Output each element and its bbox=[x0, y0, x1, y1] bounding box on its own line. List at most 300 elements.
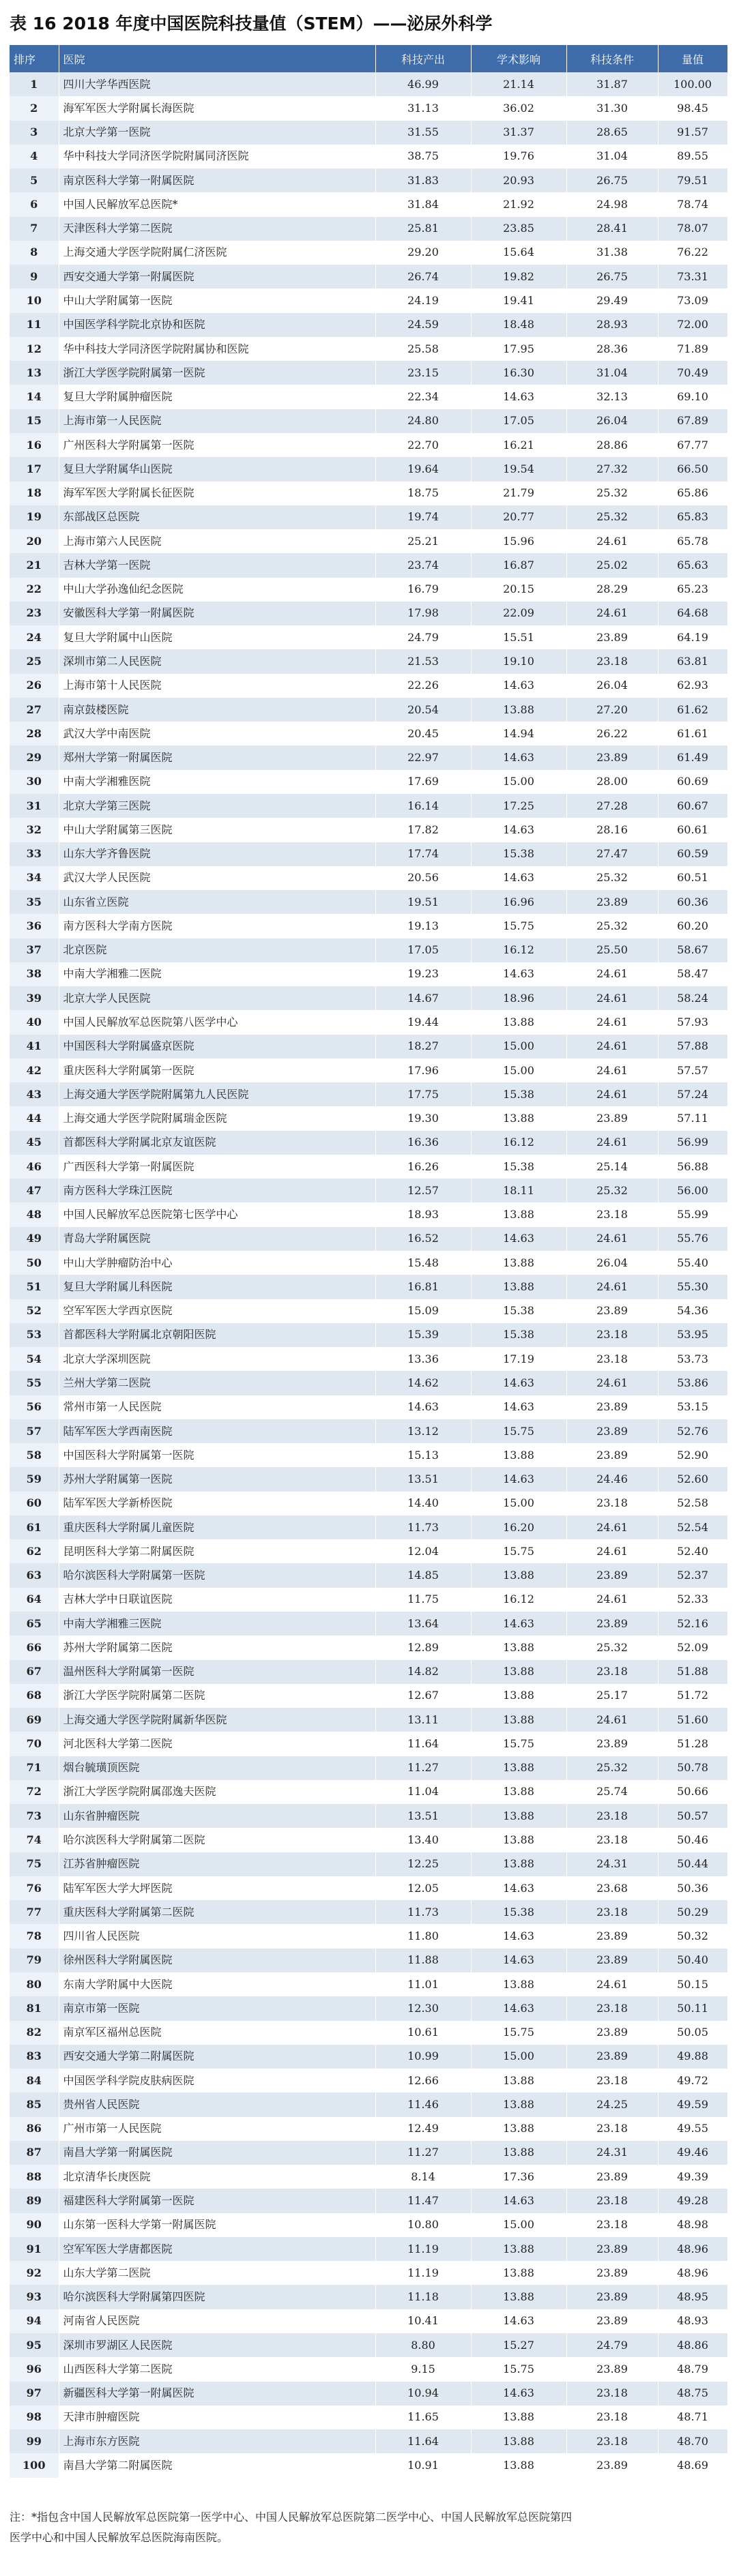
influence-cell: 20.77 bbox=[471, 505, 566, 529]
influence-cell: 14.63 bbox=[471, 1996, 566, 2020]
output-cell: 11.46 bbox=[375, 2092, 471, 2116]
rank-cell: 66 bbox=[10, 1635, 59, 1659]
table-row bbox=[10, 866, 727, 890]
rank-cell: 80 bbox=[10, 1972, 59, 1996]
rank-cell: 34 bbox=[10, 866, 59, 890]
table-row bbox=[10, 288, 727, 312]
output-cell: 10.41 bbox=[375, 2309, 471, 2333]
output-cell: 12.49 bbox=[375, 2117, 471, 2141]
hospital-cell: 海军军医大学附属长征医院 bbox=[59, 482, 375, 505]
output-cell: 31.13 bbox=[375, 96, 471, 120]
rank-cell: 95 bbox=[10, 2333, 59, 2357]
table-row bbox=[10, 2092, 727, 2116]
rank-cell: 10 bbox=[10, 288, 59, 312]
hospital-cell: 南京医科大学第一附属医院 bbox=[59, 168, 375, 192]
table-row bbox=[10, 529, 727, 553]
score-cell: 53.95 bbox=[658, 1323, 727, 1347]
conditions-cell: 23.18 bbox=[566, 2069, 658, 2092]
output-cell: 18.75 bbox=[375, 482, 471, 505]
score-cell: 48.96 bbox=[658, 2237, 727, 2261]
conditions-cell: 23.89 bbox=[566, 2021, 658, 2045]
output-cell: 29.20 bbox=[375, 241, 471, 265]
output-cell: 11.27 bbox=[375, 1756, 471, 1780]
influence-cell: 14.63 bbox=[471, 1612, 566, 1635]
conditions-cell: 31.04 bbox=[566, 145, 658, 168]
conditions-cell: 23.18 bbox=[566, 1804, 658, 1828]
conditions-cell: 24.61 bbox=[566, 1082, 658, 1106]
conditions-cell: 25.32 bbox=[566, 1756, 658, 1780]
hospital-cell: 苏州大学附属第二医院 bbox=[59, 1635, 375, 1659]
hospital-cell: 上海市第十人民医院 bbox=[59, 674, 375, 698]
table-row bbox=[10, 1202, 727, 1226]
score-cell: 48.79 bbox=[658, 2357, 727, 2381]
score-cell: 76.22 bbox=[658, 241, 727, 265]
score-cell: 67.89 bbox=[658, 409, 727, 433]
conditions-cell: 31.04 bbox=[566, 361, 658, 385]
table-row bbox=[10, 482, 727, 505]
conditions-cell: 24.61 bbox=[566, 529, 658, 553]
rank-cell: 8 bbox=[10, 241, 59, 265]
hospital-cell: 河北医科大学第二医院 bbox=[59, 1732, 375, 1756]
table-row bbox=[10, 505, 727, 529]
score-cell: 50.15 bbox=[658, 1972, 727, 1996]
hospital-cell: 哈尔滨医科大学附属第四医院 bbox=[59, 2285, 375, 2309]
score-cell: 60.59 bbox=[658, 842, 727, 866]
table-row bbox=[10, 1972, 727, 1996]
rank-cell: 31 bbox=[10, 794, 59, 818]
score-cell: 65.23 bbox=[658, 578, 727, 602]
conditions-cell: 25.32 bbox=[566, 1179, 658, 1202]
output-cell: 25.58 bbox=[375, 337, 471, 361]
table-row bbox=[10, 2357, 727, 2381]
influence-cell: 36.02 bbox=[471, 96, 566, 120]
conditions-cell: 28.16 bbox=[566, 818, 658, 842]
header-rank: 排序 bbox=[10, 45, 59, 72]
table-row bbox=[10, 2117, 727, 2141]
table-row bbox=[10, 337, 727, 361]
table-row bbox=[10, 457, 727, 481]
conditions-cell: 27.47 bbox=[566, 842, 658, 866]
footnote-line: 注：*指包含中国人民解放军总医院第一医学中心、中国人民解放军总医院第二医学中心、中国人民解放军总医院第四 bbox=[10, 2511, 573, 2523]
rank-cell: 93 bbox=[10, 2285, 59, 2309]
conditions-cell: 28.65 bbox=[566, 121, 658, 145]
score-cell: 56.00 bbox=[658, 1179, 727, 1202]
hospital-cell: 陆军军医大学新桥医院 bbox=[59, 1492, 375, 1515]
hospital-cell: 南昌大学第一附属医院 bbox=[59, 2141, 375, 2165]
influence-cell: 13.88 bbox=[471, 1804, 566, 1828]
hospital-cell: 浙江大学医学院附属第一医院 bbox=[59, 361, 375, 385]
influence-cell: 18.48 bbox=[471, 313, 566, 337]
hospital-cell: 北京大学深圳医院 bbox=[59, 1347, 375, 1371]
table-row bbox=[10, 313, 727, 337]
rank-cell: 25 bbox=[10, 649, 59, 673]
output-cell: 10.91 bbox=[375, 2453, 471, 2477]
output-cell: 11.64 bbox=[375, 1732, 471, 1756]
influence-cell: 15.00 bbox=[471, 1035, 566, 1058]
table-row bbox=[10, 1443, 727, 1467]
influence-cell: 13.88 bbox=[471, 1972, 566, 1996]
rank-cell: 48 bbox=[10, 1202, 59, 1226]
output-cell: 16.26 bbox=[375, 1155, 471, 1179]
rank-cell: 81 bbox=[10, 1996, 59, 2020]
hospital-cell: 山东省立医院 bbox=[59, 890, 375, 914]
rank-cell: 43 bbox=[10, 1082, 59, 1106]
output-cell: 8.80 bbox=[375, 2333, 471, 2357]
header-score: 量值 bbox=[658, 45, 727, 72]
influence-cell: 14.94 bbox=[471, 722, 566, 745]
conditions-cell: 24.79 bbox=[566, 2333, 658, 2357]
table-row bbox=[10, 192, 727, 216]
table-row bbox=[10, 1227, 727, 1251]
influence-cell: 13.88 bbox=[471, 1635, 566, 1659]
rank-cell: 55 bbox=[10, 1371, 59, 1395]
rank-cell: 70 bbox=[10, 1732, 59, 1756]
influence-cell: 14.63 bbox=[471, 674, 566, 698]
conditions-cell: 27.32 bbox=[566, 457, 658, 481]
influence-cell: 19.41 bbox=[471, 288, 566, 312]
influence-cell: 14.63 bbox=[471, 2309, 566, 2333]
table-row bbox=[10, 745, 727, 769]
output-cell: 12.05 bbox=[375, 1876, 471, 1900]
conditions-cell: 23.18 bbox=[566, 2117, 658, 2141]
rank-cell: 69 bbox=[10, 1708, 59, 1732]
hospital-cell: 中国医科大学附属盛京医院 bbox=[59, 1035, 375, 1058]
score-cell: 55.76 bbox=[658, 1227, 727, 1251]
conditions-cell: 28.36 bbox=[566, 337, 658, 361]
score-cell: 65.78 bbox=[658, 529, 727, 553]
score-cell: 52.60 bbox=[658, 1467, 727, 1491]
conditions-cell: 26.04 bbox=[566, 1251, 658, 1275]
score-cell: 48.71 bbox=[658, 2405, 727, 2429]
hospital-cell: 中南大学湘雅二医院 bbox=[59, 962, 375, 986]
influence-cell: 13.88 bbox=[471, 2141, 566, 2165]
score-cell: 65.83 bbox=[658, 505, 727, 529]
conditions-cell: 28.29 bbox=[566, 578, 658, 602]
influence-cell: 13.88 bbox=[471, 2285, 566, 2309]
hospital-cell: 重庆医科大学附属第二医院 bbox=[59, 1900, 375, 1924]
hospital-cell: 中国医科大学附属第一医院 bbox=[59, 1443, 375, 1467]
hospital-cell: 重庆医科大学附属第一医院 bbox=[59, 1058, 375, 1082]
output-cell: 8.14 bbox=[375, 2165, 471, 2189]
output-cell: 12.66 bbox=[375, 2069, 471, 2092]
conditions-cell: 24.61 bbox=[566, 1588, 658, 1612]
output-cell: 14.63 bbox=[375, 1395, 471, 1419]
table-row bbox=[10, 2213, 727, 2237]
hospital-cell: 北京大学第三医院 bbox=[59, 794, 375, 818]
conditions-cell: 23.18 bbox=[566, 2189, 658, 2212]
table-row bbox=[10, 2237, 727, 2261]
output-cell: 16.14 bbox=[375, 794, 471, 818]
conditions-cell: 25.14 bbox=[566, 1155, 658, 1179]
output-cell: 19.51 bbox=[375, 890, 471, 914]
table-row bbox=[10, 1179, 727, 1202]
score-cell: 51.72 bbox=[658, 1684, 727, 1708]
score-cell: 60.67 bbox=[658, 794, 727, 818]
table-row bbox=[10, 1612, 727, 1635]
output-cell: 19.64 bbox=[375, 457, 471, 481]
hospital-cell: 中山大学孙逸仙纪念医院 bbox=[59, 578, 375, 602]
score-cell: 66.50 bbox=[658, 457, 727, 481]
influence-cell: 15.38 bbox=[471, 842, 566, 866]
table-row bbox=[10, 1010, 727, 1034]
table-row bbox=[10, 96, 727, 120]
influence-cell: 15.75 bbox=[471, 2357, 566, 2381]
influence-cell: 17.05 bbox=[471, 409, 566, 433]
score-cell: 73.09 bbox=[658, 288, 727, 312]
table-title: 表 16 2018 年度中国医院科技量值（STEM）——泌尿外科学 bbox=[10, 14, 493, 33]
table-row bbox=[10, 1155, 727, 1179]
output-cell: 12.04 bbox=[375, 1539, 471, 1563]
score-cell: 61.62 bbox=[658, 698, 727, 722]
table-row bbox=[10, 2069, 727, 2092]
table-row bbox=[10, 1563, 727, 1587]
hospital-cell: 华中科技大学同济医学院附属协和医院 bbox=[59, 337, 375, 361]
score-cell: 51.28 bbox=[658, 1732, 727, 1756]
hospital-cell: 南方医科大学珠江医院 bbox=[59, 1179, 375, 1202]
conditions-cell: 28.00 bbox=[566, 770, 658, 794]
rank-cell: 82 bbox=[10, 2021, 59, 2045]
header-influence: 学术影响 bbox=[471, 45, 566, 72]
conditions-cell: 23.89 bbox=[566, 1612, 658, 1635]
table-row bbox=[10, 1275, 727, 1299]
output-cell: 24.59 bbox=[375, 313, 471, 337]
rank-cell: 97 bbox=[10, 2382, 59, 2405]
score-cell: 56.88 bbox=[658, 1155, 727, 1179]
output-cell: 16.52 bbox=[375, 1227, 471, 1251]
conditions-cell: 25.17 bbox=[566, 1684, 658, 1708]
table-row bbox=[10, 818, 727, 842]
influence-cell: 15.51 bbox=[471, 625, 566, 649]
output-cell: 38.75 bbox=[375, 145, 471, 168]
score-cell: 51.60 bbox=[658, 1708, 727, 1732]
score-cell: 50.40 bbox=[658, 1949, 727, 1972]
score-cell: 62.93 bbox=[658, 674, 727, 698]
conditions-cell: 23.89 bbox=[566, 2165, 658, 2189]
score-cell: 60.51 bbox=[658, 866, 727, 890]
rank-cell: 98 bbox=[10, 2405, 59, 2429]
hospital-cell: 空军军医大学唐都医院 bbox=[59, 2237, 375, 2261]
hospital-cell: 广西医科大学第一附属医院 bbox=[59, 1155, 375, 1179]
score-cell: 89.55 bbox=[658, 145, 727, 168]
influence-cell: 13.88 bbox=[471, 1563, 566, 1587]
table-row bbox=[10, 2165, 727, 2189]
score-cell: 50.78 bbox=[658, 1756, 727, 1780]
conditions-cell: 23.89 bbox=[566, 2261, 658, 2285]
hospital-cell: 西安交通大学第一附属医院 bbox=[59, 265, 375, 288]
influence-cell: 19.10 bbox=[471, 649, 566, 673]
rank-cell: 74 bbox=[10, 1828, 59, 1852]
conditions-cell: 23.89 bbox=[566, 625, 658, 649]
table-row bbox=[10, 1515, 727, 1539]
conditions-cell: 26.04 bbox=[566, 674, 658, 698]
influence-cell: 15.00 bbox=[471, 770, 566, 794]
hospital-cell: 新疆医科大学第一附属医院 bbox=[59, 2382, 375, 2405]
table-row bbox=[10, 1996, 727, 2020]
header-output: 科技产出 bbox=[375, 45, 471, 72]
conditions-cell: 24.61 bbox=[566, 1539, 658, 1563]
rank-cell: 86 bbox=[10, 2117, 59, 2141]
conditions-cell: 24.61 bbox=[566, 602, 658, 625]
table-row bbox=[10, 1852, 727, 1876]
hospital-cell: 西安交通大学第二附属医院 bbox=[59, 2045, 375, 2069]
table-row bbox=[10, 241, 727, 265]
influence-cell: 15.96 bbox=[471, 529, 566, 553]
output-cell: 11.88 bbox=[375, 1949, 471, 1972]
hospital-cell: 贵州省人民医院 bbox=[59, 2092, 375, 2116]
score-cell: 65.63 bbox=[658, 553, 727, 577]
influence-cell: 15.38 bbox=[471, 1323, 566, 1347]
hospital-cell: 浙江大学医学院附属邵逸夫医院 bbox=[59, 1780, 375, 1804]
table-row bbox=[10, 1299, 727, 1323]
score-cell: 52.90 bbox=[658, 1443, 727, 1467]
rank-cell: 88 bbox=[10, 2165, 59, 2189]
influence-cell: 16.21 bbox=[471, 433, 566, 457]
output-cell: 18.93 bbox=[375, 1202, 471, 1226]
influence-cell: 15.38 bbox=[471, 1299, 566, 1323]
hospital-cell: 广州市第一人民医院 bbox=[59, 2117, 375, 2141]
rank-cell: 32 bbox=[10, 818, 59, 842]
conditions-cell: 25.02 bbox=[566, 553, 658, 577]
conditions-cell: 25.32 bbox=[566, 914, 658, 938]
table-row bbox=[10, 602, 727, 625]
output-cell: 19.44 bbox=[375, 1010, 471, 1034]
hospital-cell: 中山大学附属第一医院 bbox=[59, 288, 375, 312]
score-cell: 52.76 bbox=[658, 1419, 727, 1443]
influence-cell: 13.88 bbox=[471, 1443, 566, 1467]
conditions-cell: 23.18 bbox=[566, 2382, 658, 2405]
hospital-cell: 中南大学湘雅医院 bbox=[59, 770, 375, 794]
score-cell: 55.99 bbox=[658, 1202, 727, 1226]
score-cell: 54.36 bbox=[658, 1299, 727, 1323]
score-cell: 57.57 bbox=[658, 1058, 727, 1082]
score-cell: 98.45 bbox=[658, 96, 727, 120]
conditions-cell: 23.18 bbox=[566, 649, 658, 673]
conditions-cell: 23.89 bbox=[566, 745, 658, 769]
rank-cell: 65 bbox=[10, 1612, 59, 1635]
rank-cell: 73 bbox=[10, 1804, 59, 1828]
footnote bbox=[10, 2507, 727, 2548]
conditions-cell: 24.61 bbox=[566, 986, 658, 1010]
influence-cell: 13.88 bbox=[471, 2261, 566, 2285]
conditions-cell: 23.89 bbox=[566, 1395, 658, 1419]
hospital-cell: 武汉大学人民医院 bbox=[59, 866, 375, 890]
score-cell: 48.96 bbox=[658, 2261, 727, 2285]
hospital-cell: 武汉大学中南医院 bbox=[59, 722, 375, 745]
table-row bbox=[10, 2429, 727, 2453]
conditions-cell: 23.89 bbox=[566, 2237, 658, 2261]
influence-cell: 14.63 bbox=[471, 1924, 566, 1948]
influence-cell: 15.75 bbox=[471, 1539, 566, 1563]
conditions-cell: 23.89 bbox=[566, 1949, 658, 1972]
conditions-cell: 28.93 bbox=[566, 313, 658, 337]
score-cell: 63.81 bbox=[658, 649, 727, 673]
hospital-cell: 南方医科大学南方医院 bbox=[59, 914, 375, 938]
table-row bbox=[10, 2453, 727, 2477]
hospital-cell: 吉林大学中日联谊医院 bbox=[59, 1588, 375, 1612]
score-cell: 51.88 bbox=[658, 1660, 727, 1684]
conditions-cell: 24.61 bbox=[566, 1275, 658, 1299]
rank-cell: 21 bbox=[10, 553, 59, 577]
score-cell: 49.88 bbox=[658, 2045, 727, 2069]
output-cell: 22.97 bbox=[375, 745, 471, 769]
table-row bbox=[10, 2382, 727, 2405]
hospital-cell: 四川省人民医院 bbox=[59, 1924, 375, 1948]
hospital-cell: 昆明医科大学第二附属医院 bbox=[59, 1539, 375, 1563]
hospital-cell: 北京大学人民医院 bbox=[59, 986, 375, 1010]
influence-cell: 13.88 bbox=[471, 1251, 566, 1275]
influence-cell: 15.38 bbox=[471, 1900, 566, 1924]
output-cell: 26.74 bbox=[375, 265, 471, 288]
output-cell: 13.36 bbox=[375, 1347, 471, 1371]
score-cell: 52.33 bbox=[658, 1588, 727, 1612]
output-cell: 12.57 bbox=[375, 1179, 471, 1202]
rank-cell: 76 bbox=[10, 1876, 59, 1900]
output-cell: 16.36 bbox=[375, 1131, 471, 1155]
score-cell: 49.72 bbox=[658, 2069, 727, 2092]
influence-cell: 15.75 bbox=[471, 1732, 566, 1756]
rank-cell: 4 bbox=[10, 145, 59, 168]
rank-cell: 3 bbox=[10, 121, 59, 145]
influence-cell: 16.30 bbox=[471, 361, 566, 385]
rank-cell: 54 bbox=[10, 1347, 59, 1371]
conditions-cell: 23.18 bbox=[566, 1996, 658, 2020]
conditions-cell: 23.89 bbox=[566, 1106, 658, 1130]
influence-cell: 21.14 bbox=[471, 72, 566, 96]
score-cell: 57.11 bbox=[658, 1106, 727, 1130]
output-cell: 20.54 bbox=[375, 698, 471, 722]
rank-cell: 59 bbox=[10, 1467, 59, 1491]
influence-cell: 23.85 bbox=[471, 217, 566, 241]
influence-cell: 17.36 bbox=[471, 2165, 566, 2189]
score-cell: 52.58 bbox=[658, 1492, 727, 1515]
influence-cell: 14.63 bbox=[471, 818, 566, 842]
table-body bbox=[10, 72, 727, 2478]
table-row bbox=[10, 890, 727, 914]
conditions-cell: 25.32 bbox=[566, 866, 658, 890]
rank-cell: 96 bbox=[10, 2357, 59, 2381]
hospital-cell: 福建医科大学附属第一医院 bbox=[59, 2189, 375, 2212]
influence-cell: 20.15 bbox=[471, 578, 566, 602]
table-row bbox=[10, 842, 727, 866]
score-cell: 49.55 bbox=[658, 2117, 727, 2141]
score-cell: 58.67 bbox=[658, 938, 727, 962]
rank-cell: 67 bbox=[10, 1660, 59, 1684]
score-cell: 61.49 bbox=[658, 745, 727, 769]
score-cell: 49.46 bbox=[658, 2141, 727, 2165]
hospital-cell: 北京医院 bbox=[59, 938, 375, 962]
score-cell: 50.44 bbox=[658, 1852, 727, 1876]
rank-cell: 20 bbox=[10, 529, 59, 553]
output-cell: 10.80 bbox=[375, 2213, 471, 2237]
hospital-cell: 哈尔滨医科大学附属第一医院 bbox=[59, 1563, 375, 1587]
hospital-cell: 江苏省肿瘤医院 bbox=[59, 1852, 375, 1876]
rank-cell: 22 bbox=[10, 578, 59, 602]
hospital-cell: 首都医科大学附属北京友谊医院 bbox=[59, 1131, 375, 1155]
output-cell: 17.75 bbox=[375, 1082, 471, 1106]
influence-cell: 13.88 bbox=[471, 1106, 566, 1130]
influence-cell: 14.63 bbox=[471, 866, 566, 890]
score-cell: 53.15 bbox=[658, 1395, 727, 1419]
score-cell: 49.28 bbox=[658, 2189, 727, 2212]
rank-cell: 44 bbox=[10, 1106, 59, 1130]
influence-cell: 19.76 bbox=[471, 145, 566, 168]
hospital-cell: 中南大学湘雅三医院 bbox=[59, 1612, 375, 1635]
hospital-cell: 山东大学第二医院 bbox=[59, 2261, 375, 2285]
influence-cell: 16.96 bbox=[471, 890, 566, 914]
influence-cell: 31.37 bbox=[471, 121, 566, 145]
output-cell: 11.47 bbox=[375, 2189, 471, 2212]
output-cell: 31.84 bbox=[375, 192, 471, 216]
